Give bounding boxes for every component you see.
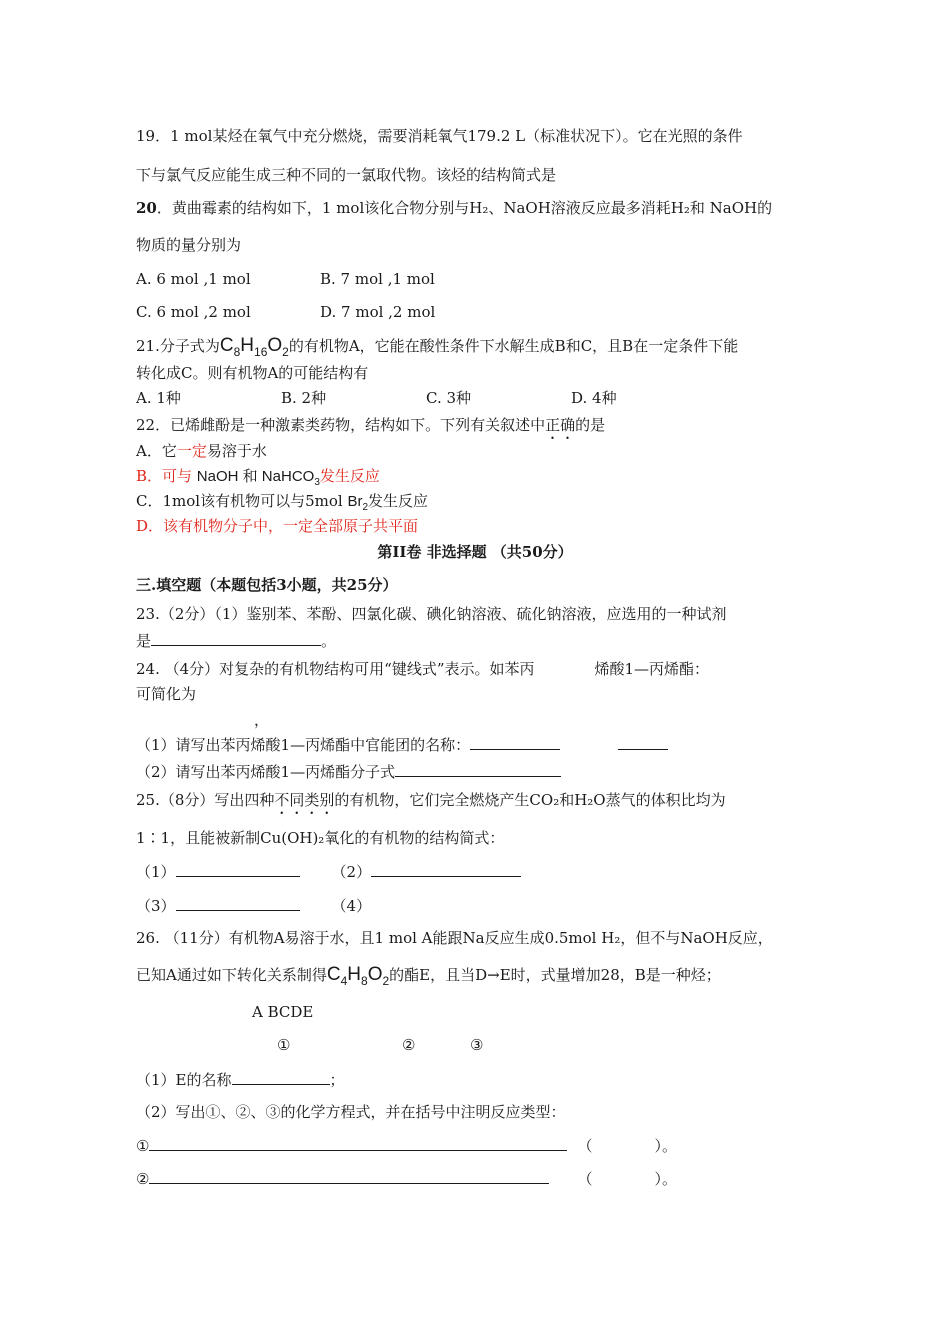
- q20-option-c: C. 6 mol ,2 mol: [136, 303, 251, 321]
- q26-marker-3: ③: [470, 1036, 484, 1054]
- q21-line2: 转化成C。则有机物A的可能结构有: [136, 364, 369, 382]
- q20-option-a: A. 6 mol ,1 mol: [136, 270, 251, 288]
- q22-option-d: D．该有机物分子中，一定全部原子共平面: [136, 517, 419, 535]
- q25-emphasis: 不同类别: [274, 791, 335, 809]
- q23-line2: 是 。: [136, 632, 337, 650]
- q21-option-a: A. 1种: [136, 389, 181, 407]
- q25-blank-3[interactable]: [176, 895, 300, 911]
- q20-number: 20: [136, 199, 157, 217]
- q26-equation-2: ② （ ）。: [136, 1170, 677, 1188]
- q21-prefix: 21.分子式为: [136, 337, 220, 355]
- q26-sub2: （2）写出①、②、③的化学方程式，并在括号中注明反应类型：: [136, 1103, 566, 1121]
- q21-options: [136, 388, 617, 408]
- q20-option-b: B. 7 mol ,1 mol: [320, 270, 435, 288]
- q22-option-a: A．它一定易溶于水: [136, 442, 267, 460]
- q26-scheme: A BCDE: [252, 1003, 314, 1021]
- q21-option-c: C. 3种: [426, 389, 472, 407]
- q22-stem: 22．已烯雌酚是一种激素类药物，结构如下。下列有关叙述中正确的是: [136, 416, 606, 434]
- q21-option-d: D. 4种: [571, 389, 617, 407]
- q24-sub1: （1）请写出苯丙烯酸1—丙烯酯中官能团的名称：: [136, 734, 668, 755]
- q24-sub2-blank[interactable]: [395, 761, 561, 777]
- q25-blank-2[interactable]: [371, 861, 521, 877]
- q24-comma: ，: [254, 711, 270, 729]
- q26-equation-1-blank[interactable]: [149, 1135, 567, 1151]
- q20-option-d: D. 7 mol ,2 mol: [320, 303, 436, 321]
- q19-line2: 下与氯气反应能生成三种不同的一氯取代物。该烃的结构简式是: [136, 166, 557, 184]
- q21-formula: $C_8H_{16}O_2$: [219, 335, 289, 359]
- section-2-title: 第II卷 非选择题 （共50分）: [377, 543, 573, 561]
- q23-line1: 23.（2分）（1）鉴别苯、苯酚、四氯化碳、碘化钠溶液、硫化钠溶液，应选用的一种试剂: [136, 605, 727, 623]
- q25-blanks-row1: （1） （2）: [136, 861, 521, 882]
- q26-formula: $C_4H_8O_2$: [326, 964, 390, 988]
- q21-option-b: B. 2种: [281, 389, 327, 407]
- q25-blanks-row2: （3） （4）: [136, 897, 372, 915]
- q19-line1: 19．1 mol某烃在氧气中充分燃烧，需要消耗氧气179.2 L（标准状况下）。它在光照的条件: [136, 127, 743, 145]
- q26-marker-1: ①: [277, 1036, 291, 1054]
- q20-stem: ．黄曲霉素的结构如下，1 mol该化合物分别与H₂、NaOH溶液反应最多消耗H₂和 NaOH的: [156, 199, 773, 217]
- q26-line1: 26. （11分）有机物A易溶于水，且1 mol A能跟Na反应生成0.5mol H₂，但不与NaOH反应，: [136, 929, 773, 947]
- q23-answer-blank[interactable]: [151, 630, 321, 646]
- q26-name-blank[interactable]: [232, 1069, 330, 1085]
- q26-equation-2-blank[interactable]: [149, 1168, 549, 1184]
- q25-line1: 25.（8分）写出四种不同类别的有机物，它们完全燃烧产生CO₂和H₂O蒸气的体积比均为: [136, 791, 726, 809]
- q22-emphasis: 正确: [545, 416, 576, 434]
- q20-options-cd: [136, 302, 435, 322]
- q24-line2: 可简化为: [136, 685, 197, 703]
- q26-marker-2: ②: [402, 1036, 416, 1054]
- q24-sub1-blank-2[interactable]: [618, 734, 668, 750]
- q24-sub2: （2）请写出苯丙烯酸1—丙烯酯分子式: [136, 761, 561, 782]
- q21-stem: 的有机物A，它能在酸性条件下水解生成B和C，且B在一定条件下能: [288, 337, 739, 355]
- q21-line1: [136, 336, 738, 362]
- q20-line1: [136, 198, 772, 218]
- q20-line2: 物质的量分别为: [136, 236, 242, 254]
- q26-equation-1: ① （ ）。: [136, 1137, 677, 1155]
- q25-blank-1[interactable]: [176, 861, 300, 877]
- q22-option-c: C．1mol该有机物可以与5mol $Br_2$发生反应: [136, 492, 429, 513]
- q24-line1: 24. （4分）对复杂的有机物结构可用“键线式”表示。如苯丙 烯酸1—丙烯酯：: [136, 660, 710, 678]
- q22-option-b: B．可与 NaOH 和 NaHCO$_3$发生反应: [136, 467, 380, 488]
- q24-sub1-blank-1[interactable]: [470, 734, 560, 750]
- q20-options-ab: [136, 269, 435, 289]
- section-3-title: 三.填空题（本题包括3小题，共25分）: [136, 576, 398, 594]
- q26-sub1: （1）E的名称 ；: [136, 1071, 345, 1089]
- q25-line2: 1∶1，且能被新制Cu(OH)₂氧化的有机物的结构简式：: [136, 829, 505, 847]
- q26-line2: 已知A通过如下转化关系制得$C_4H_8O_2$的酯E，且当D→E时，式量增加28，B是一种烃；: [136, 964, 721, 988]
